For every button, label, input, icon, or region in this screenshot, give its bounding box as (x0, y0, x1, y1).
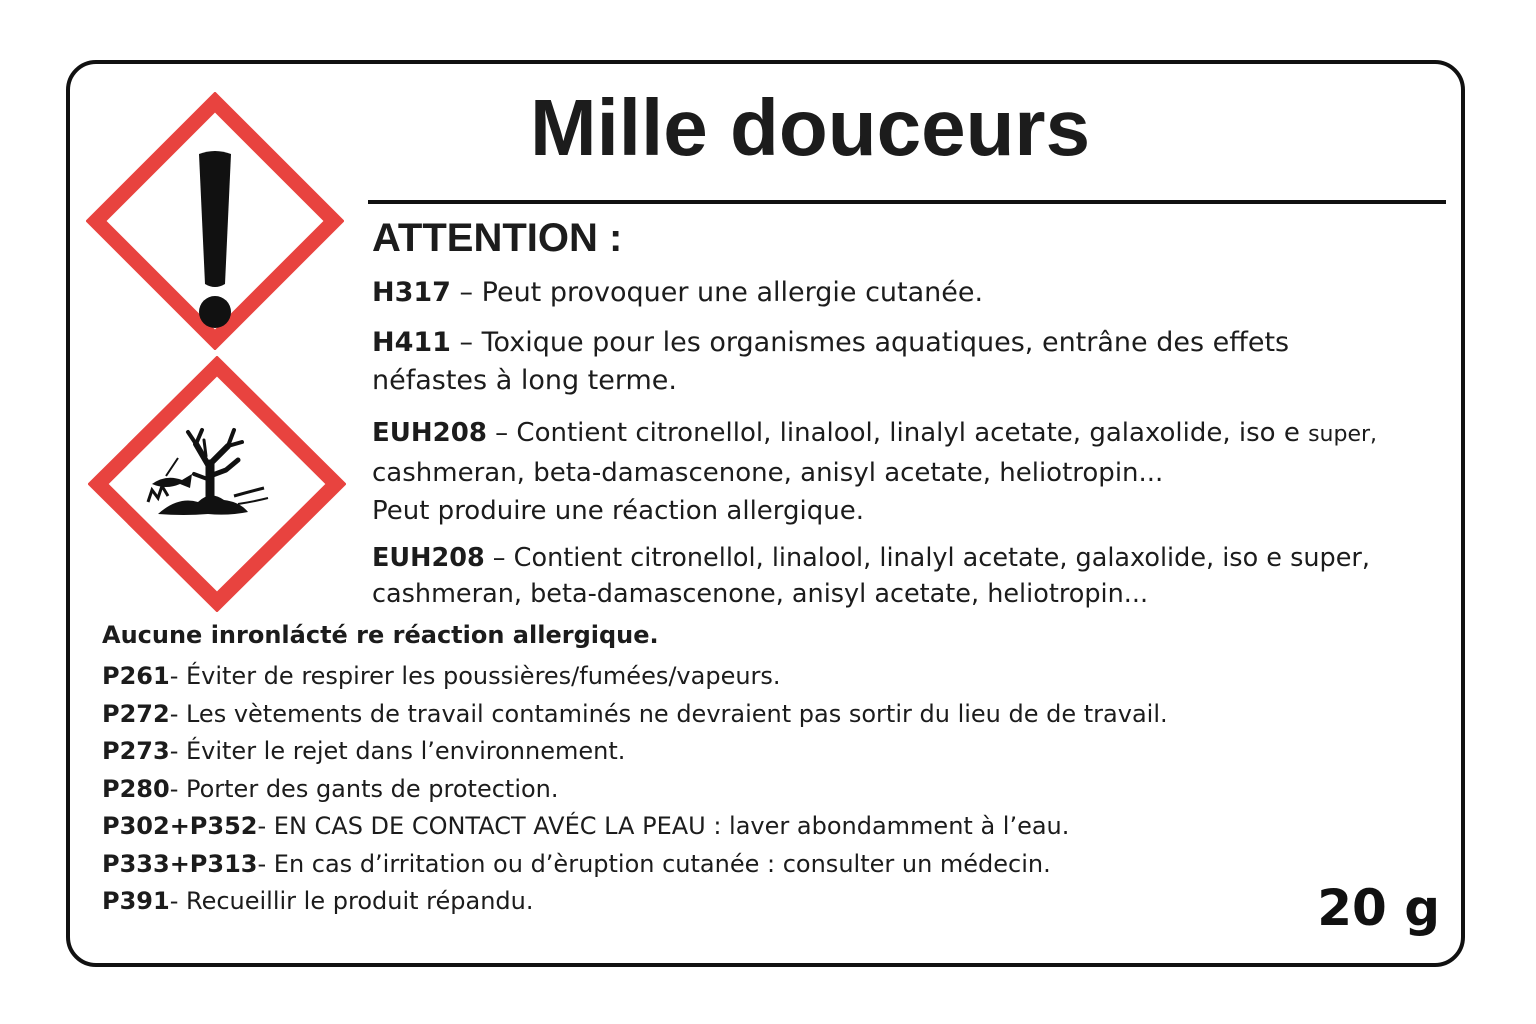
precautionary-statement (102, 696, 1302, 734)
hazard-text: – Toxique pour les organismes aquatiques, entrâne des effets (450, 327, 1290, 358)
hazard-text-line2: cashmeran, beta-damascenone, anisyl acetate, heliotropin... (372, 579, 1149, 609)
hazard-code: EUH208 (372, 418, 487, 448)
precautionary-code: P280 (102, 774, 170, 803)
signal-word: ATTENTION : (372, 216, 623, 260)
hazard-statement-h411 (372, 324, 1462, 400)
precautionary-text: - Éviter le rejet dans l’environnement. (169, 737, 626, 765)
precautionary-code: P261 (102, 662, 170, 690)
warning-heading: Aucune inronlácté re réaction allergique. (102, 621, 659, 649)
precautionary-text: - Éviter de respirer les poussières/fumées/vapeurs. (169, 662, 781, 690)
hazard-statement-euh208-2 (372, 540, 1462, 612)
hazard-text: – Contient citronellol, linalool, linalyl acetate, galaxolide, iso e super, (484, 543, 1371, 573)
precautionary-statement (102, 808, 1302, 846)
exclamation-mark-icon (86, 92, 344, 350)
precautionary-text: - EN CAS DE CONTACT AVÉC LA PEAU : laver abondamment à l’eau. (257, 812, 1070, 840)
net-weight: 20 g (1317, 879, 1440, 937)
hazard-text: – Contient citronellol, linalool, linalyl acetate, galaxolide, iso e (486, 418, 1309, 448)
hazard-code: H411 (372, 327, 451, 358)
precautionary-code: P333+P313 (102, 849, 258, 878)
hazard-text-line2: cashmeran, beta-damascenone, anisyl acetate, heliotropin... (372, 458, 1164, 488)
precautionary-statement (102, 883, 1302, 921)
precautionary-statement (102, 658, 1302, 696)
hazard-text: – Peut provoquer une allergie cutanée. (450, 277, 984, 308)
precautionary-text: - En cas d’irritation ou d’èruption cutanée : consulter un médecin. (257, 849, 1051, 878)
precautionary-text: - Les vètements de travail contaminés ne devraient pas sortir du lieu de de travail. (169, 699, 1168, 728)
hazard-code: EUH208 (372, 543, 485, 573)
precautionary-code: P272 (102, 699, 170, 728)
title-divider (368, 200, 1446, 204)
hazard-statement-euh208-1 (372, 414, 1462, 530)
hazard-code: H317 (372, 277, 451, 308)
product-name: Mille douceurs (529, 83, 1091, 172)
precautionary-statement (102, 771, 1302, 809)
precautionary-code: P391 (102, 887, 170, 915)
precautionary-text: - Recueillir le produit répandu. (169, 887, 534, 915)
precautionary-statements-list (102, 658, 1302, 921)
hazard-text-line2: néfastes à long terme. (372, 365, 677, 396)
precautionary-statement (102, 733, 1302, 771)
precautionary-text: - Porter des gants de protection. (169, 774, 559, 803)
environment-hazard-icon (88, 356, 346, 612)
precautionary-statement (102, 846, 1302, 884)
precautionary-code: P302+P352 (102, 812, 258, 840)
hazard-text-small: super, (1308, 422, 1378, 447)
hazard-statement-h317 (372, 274, 1462, 312)
precautionary-code: P273 (102, 737, 170, 765)
hazard-text-line3: Peut produire une réaction allergique. (372, 496, 865, 526)
